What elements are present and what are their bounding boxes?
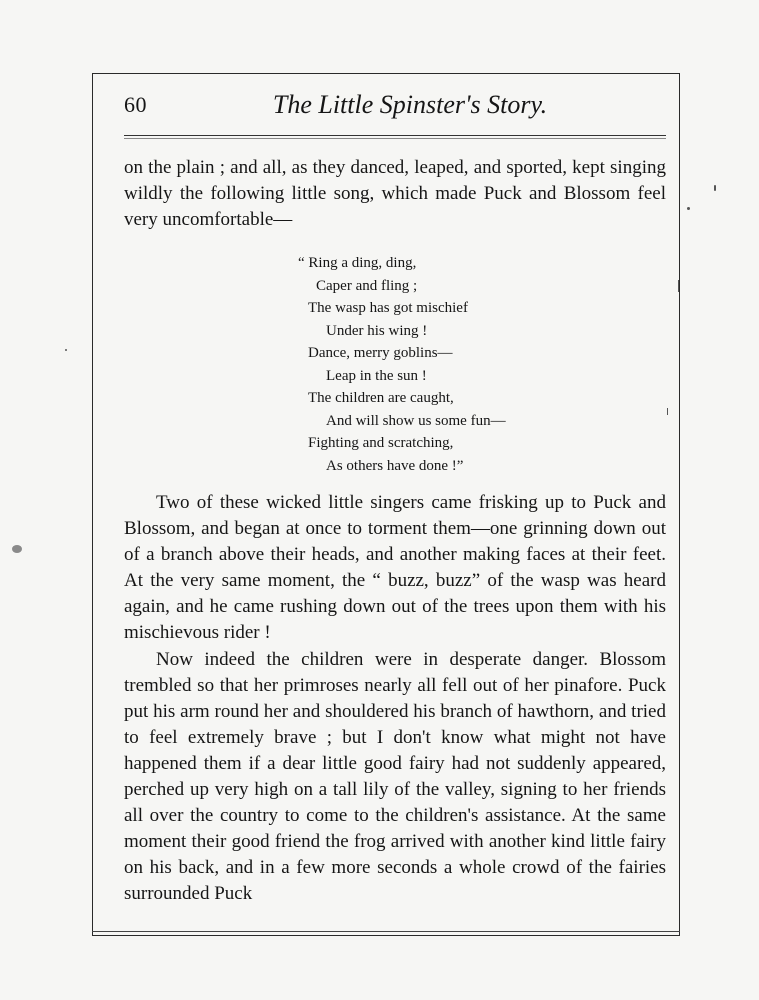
poem-line: “ Ring a ding, ding, (298, 255, 417, 271)
poem-line: The children are caught, (308, 390, 454, 406)
poem-line: Dance, merry goblins— (308, 345, 453, 361)
paper-speck (687, 207, 690, 210)
paper-speck (12, 545, 22, 553)
paragraph-2: Two of these wicked little singers came frisking up to Puck and Blossom, and began at once to torment them—one grinning down out of a branch above their heads, and another making faces at their feet. At the very same moment, the “ buzz, buzz” of the wasp was heard again, and he came rushing down out of the trees upon them with his mischievous rider ! (124, 492, 666, 643)
poem-line: Caper and fling ; (316, 277, 418, 294)
page-number: 60 (124, 92, 147, 117)
header-rule-secondary (124, 138, 666, 139)
paper-speck (667, 408, 668, 415)
bottom-rule (92, 931, 680, 932)
poem (298, 252, 506, 477)
page-header (124, 88, 666, 128)
poem-line: Fighting and scratching, (308, 435, 454, 451)
poem-line: And will show us some fun— (326, 412, 506, 429)
poem-line: Leap in the sun ! (326, 367, 427, 384)
poem-line: As others have done !” (326, 457, 464, 474)
paragraph-1: on the plain ; and all, as they danced, leaped, and sported, kept singing wildly the following little song, which made Puck and Blossom feel very uncomfortable— (124, 157, 666, 230)
paper-speck (65, 349, 67, 351)
paper-speck (714, 185, 716, 191)
poem-line: Under his wing ! (326, 322, 428, 339)
header-rule (124, 135, 666, 136)
poem-line: The wasp has got mischief (308, 300, 468, 316)
running-title: The Little Spinster's Story. (272, 90, 548, 119)
paragraph-3: Now indeed the children were in desperate danger. Blossom trembled so that her primroses nearly all fell out of her pinafore. Puck put his arm round her and shouldered his branch of hawthorn, and tried to feel extremely brave ; but I don't know what might not have happened them if a dear little good fairy had not suddenly appeared, perched up very high on a tall lily of the valley, signing to her friends all over the country to come to the children's assistance. At the same moment their good friend the frog arrived with another kind little fairy on his back, and in a few more seconds a whole crowd of the fairies surrounded Puck (124, 649, 666, 904)
paper-speck (678, 280, 679, 292)
